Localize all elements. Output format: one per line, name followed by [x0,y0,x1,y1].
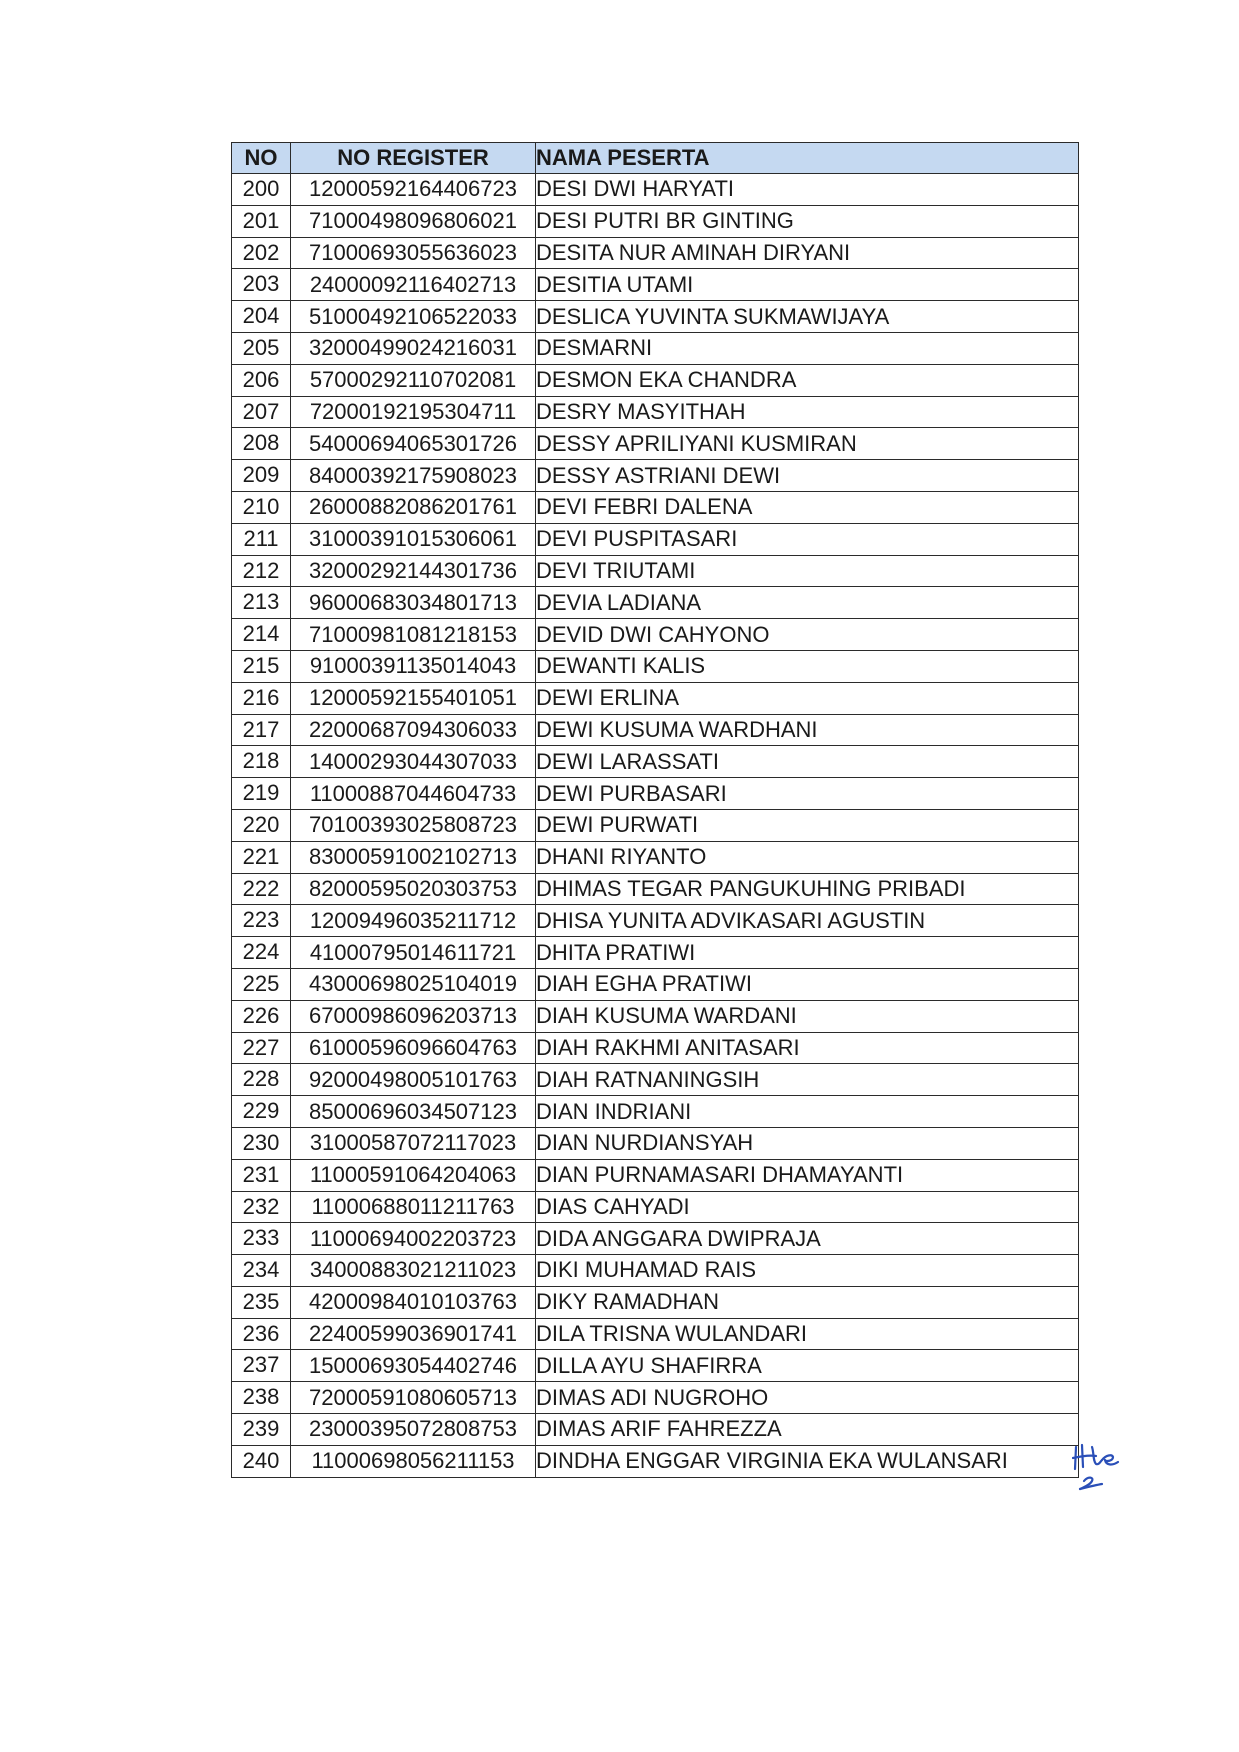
row-no: 233 [232,1223,291,1255]
row-name: DIKY RAMADHAN [536,1286,1079,1318]
row-no: 201 [232,205,291,237]
table-row [232,1286,1079,1318]
row-register: 82000595020303753 [291,873,536,905]
row-name: DESSY APRILIYANI KUSMIRAN [536,428,1079,460]
table-row [232,1414,1079,1446]
row-name: DIAN NURDIANSYAH [536,1127,1079,1159]
row-name: DEVIA LADIANA [536,587,1079,619]
row-register: 96000683034801713 [291,587,536,619]
row-register: 31000587072117023 [291,1127,536,1159]
row-name: DEWANTI KALIS [536,650,1079,682]
row-name: DIAN INDRIANI [536,1096,1079,1128]
row-no: 238 [232,1382,291,1414]
row-name: DIMAS ADI NUGROHO [536,1382,1079,1414]
row-no: 222 [232,873,291,905]
table-row [232,332,1079,364]
row-register: 54000694065301726 [291,428,536,460]
row-name: DEVI PUSPITASARI [536,523,1079,555]
row-register: 42000984010103763 [291,1286,536,1318]
row-register: 34000883021211023 [291,1255,536,1287]
table-row [232,364,1079,396]
row-no: 234 [232,1255,291,1287]
row-register: 22400599036901741 [291,1318,536,1350]
table-row [232,269,1079,301]
row-no: 219 [232,778,291,810]
row-register: 92000498005101763 [291,1064,536,1096]
table-row [232,905,1079,937]
row-no: 214 [232,619,291,651]
row-register: 12009496035211712 [291,905,536,937]
row-no: 216 [232,682,291,714]
row-no: 208 [232,428,291,460]
header-register: NO REGISTER [291,143,536,174]
row-name: DEVI TRIUTAMI [536,555,1079,587]
row-name: DESITA NUR AMINAH DIRYANI [536,237,1079,269]
table-row [232,1382,1079,1414]
row-no: 227 [232,1032,291,1064]
table-header [232,143,1079,174]
table-row [232,841,1079,873]
row-register: 11000688011211763 [291,1191,536,1223]
row-name: DESMARNI [536,332,1079,364]
row-register: 84000392175908023 [291,460,536,492]
table-row [232,1191,1079,1223]
row-name: DIAH KUSUMA WARDANI [536,1000,1079,1032]
row-name: DIAH EGHA PRATIWI [536,968,1079,1000]
row-name: DESITIA UTAMI [536,269,1079,301]
table-row [232,1223,1079,1255]
row-no: 220 [232,809,291,841]
row-no: 209 [232,460,291,492]
row-register: 67000986096203713 [291,1000,536,1032]
row-register: 51000492106522033 [291,301,536,333]
table-row [232,778,1079,810]
row-register: 11000591064204063 [291,1159,536,1191]
table-row [232,1318,1079,1350]
row-register: 57000292110702081 [291,364,536,396]
row-register: 72000192195304711 [291,396,536,428]
row-register: 71000693055636023 [291,237,536,269]
row-register: 23000395072808753 [291,1414,536,1446]
row-no: 210 [232,491,291,523]
row-name: DINDHA ENGGAR VIRGINIA EKA WULANSARI [536,1445,1079,1477]
row-register: 83000591002102713 [291,841,536,873]
row-no: 223 [232,905,291,937]
row-name: DEWI PURWATI [536,809,1079,841]
row-register: 91000391135014043 [291,650,536,682]
row-name: DIAS CAHYADI [536,1191,1079,1223]
table-row [232,1064,1079,1096]
table-row [232,619,1079,651]
row-no: 202 [232,237,291,269]
row-name: DESRY MASYITHAH [536,396,1079,428]
row-register: 11000694002203723 [291,1223,536,1255]
row-name: DHANI RIYANTO [536,841,1079,873]
row-register: 12000592164406723 [291,174,536,206]
table-row [232,491,1079,523]
table-row [232,205,1079,237]
table-row [232,523,1079,555]
row-no: 229 [232,1096,291,1128]
header-no: NO [232,143,291,174]
row-register: 31000391015306061 [291,523,536,555]
header-row [232,143,1079,174]
row-name: DIAN PURNAMASARI DHAMAYANTI [536,1159,1079,1191]
row-register: 24000092116402713 [291,269,536,301]
table-row [232,237,1079,269]
table-row [232,460,1079,492]
row-name: DEWI KUSUMA WARDHANI [536,714,1079,746]
row-no: 203 [232,269,291,301]
row-name: DHIMAS TEGAR PANGUKUHING PRIBADI [536,873,1079,905]
row-no: 221 [232,841,291,873]
row-no: 226 [232,1000,291,1032]
row-no: 213 [232,587,291,619]
row-name: DESLICA YUVINTA SUKMAWIJAYA [536,301,1079,333]
row-register: 43000698025104019 [291,968,536,1000]
row-name: DEWI LARASSATI [536,746,1079,778]
row-name: DESI PUTRI BR GINTING [536,205,1079,237]
table-body [232,174,1079,1478]
table-row [232,1032,1079,1064]
row-name: DEWI ERLINA [536,682,1079,714]
row-name: DIKI MUHAMAD RAIS [536,1255,1079,1287]
row-name: DIAH RATNANINGSIH [536,1064,1079,1096]
header-name: NAMA PESERTA [536,143,1079,174]
row-register: 26000882086201761 [291,491,536,523]
row-no: 230 [232,1127,291,1159]
table-row [232,873,1079,905]
row-no: 235 [232,1286,291,1318]
table-row [232,682,1079,714]
row-register: 71000981081218153 [291,619,536,651]
row-register: 15000693054402746 [291,1350,536,1382]
table-row [232,1445,1079,1477]
row-no: 204 [232,301,291,333]
table-row [232,968,1079,1000]
row-no: 224 [232,937,291,969]
row-register: 32000292144301736 [291,555,536,587]
row-name: DIDA ANGGARA DWIPRAJA [536,1223,1079,1255]
row-register: 70100393025808723 [291,809,536,841]
row-register: 14000293044307033 [291,746,536,778]
row-no: 200 [232,174,291,206]
row-register: 71000498096806021 [291,205,536,237]
row-no: 232 [232,1191,291,1223]
row-no: 228 [232,1064,291,1096]
row-name: DIMAS ARIF FAHREZZA [536,1414,1079,1446]
row-register: 72000591080605713 [291,1382,536,1414]
row-no: 240 [232,1445,291,1477]
table-row [232,396,1079,428]
row-name: DEWI PURBASARI [536,778,1079,810]
table-row [232,809,1079,841]
row-no: 218 [232,746,291,778]
table-row [232,555,1079,587]
row-name: DILLA AYU SHAFIRRA [536,1350,1079,1382]
row-no: 225 [232,968,291,1000]
table-row [232,1000,1079,1032]
row-no: 211 [232,523,291,555]
row-no: 237 [232,1350,291,1382]
row-name: DHITA PRATIWI [536,937,1079,969]
table-row [232,1159,1079,1191]
table-row [232,587,1079,619]
row-register: 61000596096604763 [291,1032,536,1064]
table-row [232,1096,1079,1128]
row-name: DIAH RAKHMI ANITASARI [536,1032,1079,1064]
row-no: 239 [232,1414,291,1446]
row-name: DESSY ASTRIANI DEWI [536,460,1079,492]
table-row [232,650,1079,682]
row-no: 207 [232,396,291,428]
row-name: DHISA YUNITA ADVIKASARI AGUSTIN [536,905,1079,937]
row-no: 205 [232,332,291,364]
row-no: 231 [232,1159,291,1191]
row-name: DEVID DWI CAHYONO [536,619,1079,651]
handwritten-initials-signature [1072,1443,1132,1505]
table-row [232,937,1079,969]
table-row [232,746,1079,778]
table-row [232,428,1079,460]
table-row [232,714,1079,746]
row-name: DESI DWI HARYATI [536,174,1079,206]
row-name: DILA TRISNA WULANDARI [536,1318,1079,1350]
table-row [232,1127,1079,1159]
table-row [232,1255,1079,1287]
row-register: 85000696034507123 [291,1096,536,1128]
table-row [232,301,1079,333]
row-register: 41000795014611721 [291,937,536,969]
table-row [232,174,1079,206]
row-register: 22000687094306033 [291,714,536,746]
row-name: DEVI FEBRI DALENA [536,491,1079,523]
row-no: 236 [232,1318,291,1350]
row-no: 212 [232,555,291,587]
row-no: 217 [232,714,291,746]
row-register: 32000499024216031 [291,332,536,364]
table-row [232,1350,1079,1382]
row-register: 11000698056211153 [291,1445,536,1477]
row-register: 12000592155401051 [291,682,536,714]
row-name: DESMON EKA CHANDRA [536,364,1079,396]
row-register: 11000887044604733 [291,778,536,810]
participants-table [231,142,1079,1478]
row-no: 206 [232,364,291,396]
row-no: 215 [232,650,291,682]
